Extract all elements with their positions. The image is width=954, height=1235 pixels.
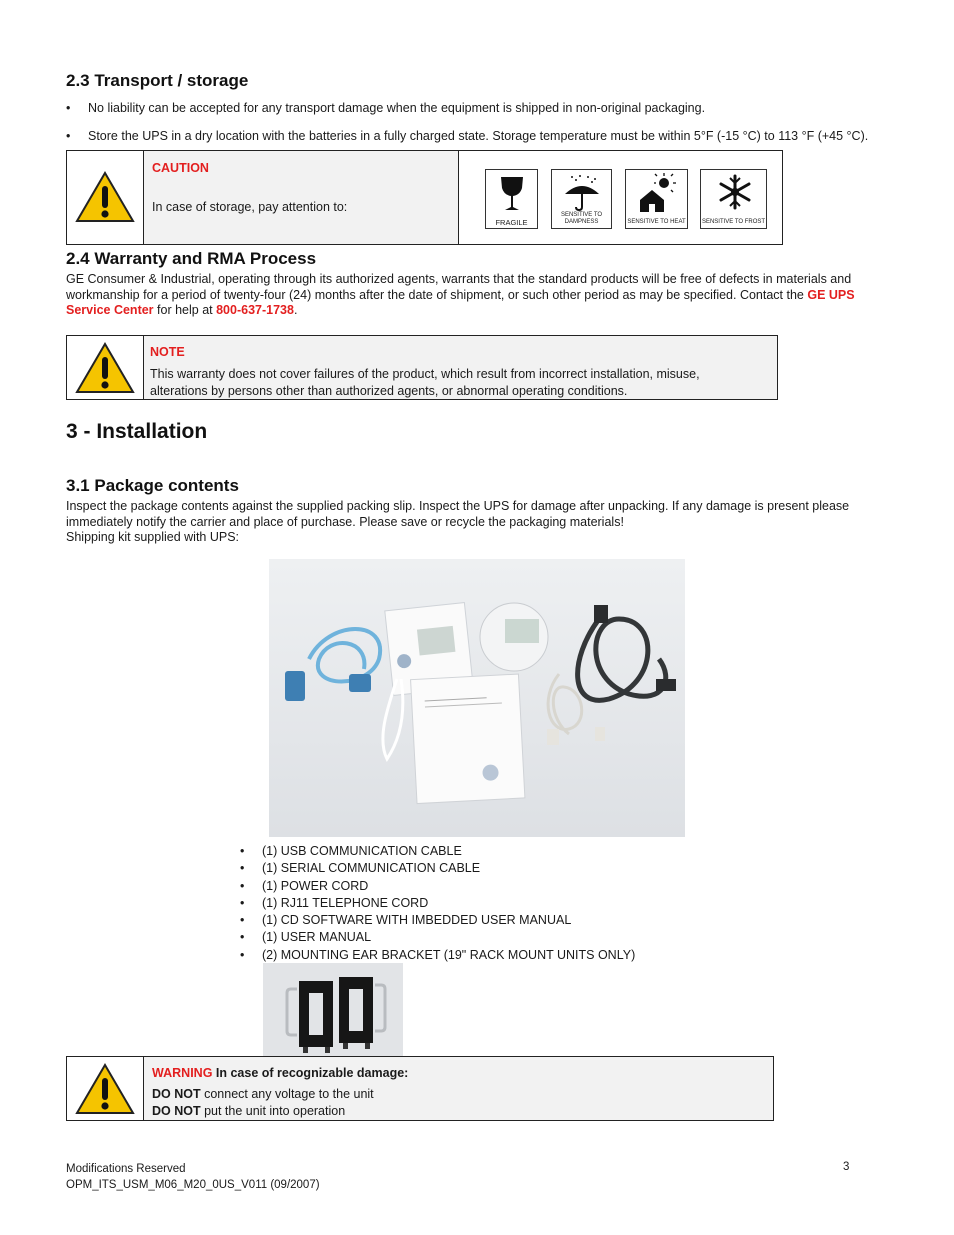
list-item: • Store the UPS in a dry location with the batteries in a fully charged state. Storage temperature must be within 5°F (-15 °C) to 113 °F (+45 °C).: [66, 129, 906, 145]
service-center-link[interactable]: GE UPS Service Center: [66, 287, 855, 317]
warning-label: WARNING: [152, 1066, 213, 1080]
list-item: • (1) USER MANUAL: [240, 929, 880, 946]
symbol-frost: [700, 169, 767, 229]
symbol-label: SENSITIVE TO DAMPNESS: [560, 212, 603, 225]
note-text: This warranty does not cover failures of the product, which result from incorrect installation, misuse, alterations by persons other than authorized agents, or abnormal operating conditions.: [150, 367, 700, 398]
chapter-title-3: 3 - Installation: [66, 420, 208, 443]
symbol-heat: [625, 169, 688, 229]
footer-modifications: Modifications Reserved: [66, 1163, 186, 1175]
symbol-label: FRAGILE: [495, 218, 528, 227]
symbol-fragile: [485, 169, 538, 229]
shipping-kit-line: Shipping kit supplied with UPS:: [66, 530, 240, 544]
warning-line-2: [152, 1104, 345, 1120]
list-item: • (1) RJ11 TELEPHONE CORD: [240, 895, 880, 912]
caution-box: [66, 150, 783, 245]
package-paragraph: Inspect the package contents against the supplied packing slip. Inspect the UPS for damage after unpacking. If any damage is present please immediately notify the carrier and place of purchase. Please save or recycle the packaging materials!: [66, 499, 850, 529]
list-item: • (2) MOUNTING EAR BRACKET (19" RACK MOUNT UNITS ONLY): [240, 947, 880, 964]
warranty-paragraph: [66, 272, 896, 319]
do-not-label: DO NOT: [152, 1104, 201, 1118]
do-not-label: DO NOT: [152, 1087, 201, 1101]
caution-text: In case of storage, pay attention to:: [152, 200, 348, 214]
list-item: • No liability can be accepted for any transport damage when the equipment is shipped in non-original packaging.: [66, 101, 906, 117]
note-label: NOTE: [150, 345, 185, 359]
list-item: • (1) CD SOFTWARE WITH IMBEDDED USER MANUAL: [240, 912, 880, 929]
warning-text: connect any voltage to the unit: [200, 1087, 374, 1101]
caution-icon-cell: [67, 151, 144, 244]
page-number: 3: [843, 1161, 850, 1173]
warning-triangle-icon: [75, 171, 135, 223]
fragile-glass-icon: [498, 176, 526, 212]
warning-triangle-icon: [75, 342, 135, 394]
phone-number[interactable]: 800-637-1738: [216, 303, 294, 317]
warning-text: put the unit into operation: [200, 1104, 346, 1118]
symbol-label: SENSITIVE TO FROST: [701, 219, 766, 225]
shipping-kit-photo: [269, 559, 685, 837]
sun-heat-icon: [638, 173, 678, 213]
umbrella-rain-icon: [562, 174, 602, 212]
kit-items-list: [240, 843, 880, 964]
mounting-bracket-illustration: [263, 963, 403, 1057]
section-title-3-1: 3.1 Package contents: [66, 476, 239, 495]
footer: [66, 1161, 320, 1193]
footer-doc-id: OPM_ITS_USM_M06_M20_0US_V011 (09/2007): [66, 1179, 320, 1191]
warning-line-1: [152, 1087, 374, 1103]
caution-label: CAUTION: [152, 161, 209, 175]
warning-triangle-icon: [75, 1063, 135, 1115]
note-icon-cell: [67, 336, 144, 399]
warning-box: [66, 1056, 774, 1121]
list-item: • (1) POWER CORD: [240, 878, 880, 895]
transport-bullets: [66, 101, 906, 144]
section-title-2-4: 2.4 Warranty and RMA Process: [66, 249, 317, 268]
warranty-text: for help at: [153, 303, 217, 317]
snowflake-frost-icon: [717, 174, 753, 210]
warranty-text: .: [293, 303, 298, 317]
warning-heading: [152, 1066, 408, 1082]
shipping-kit-illustration: [269, 559, 685, 837]
caution-text-cell: [144, 151, 459, 244]
warning-icon-cell: [67, 1057, 144, 1120]
symbol-label: SENSITIVE TO HEAT: [627, 219, 686, 225]
section-title-2-3: 2.3 Transport / storage: [66, 71, 249, 90]
warranty-text: GE Consumer & Industrial, operating through its authorized agents, warrants that the standard products will be free of defects in materials and workmanship for a period of twenty-four (24) months after the date of shipment, or such other period as may be specified. Contact the: [66, 272, 852, 302]
symbol-dampness: [551, 169, 612, 229]
mounting-bracket-photo: [263, 963, 403, 1057]
warning-title: In case of recognizable damage:: [212, 1066, 409, 1080]
note-box: [66, 335, 778, 400]
list-item: • (1) SERIAL COMMUNICATION CABLE: [240, 860, 880, 877]
list-item: • (1) USB COMMUNICATION CABLE: [240, 843, 880, 860]
